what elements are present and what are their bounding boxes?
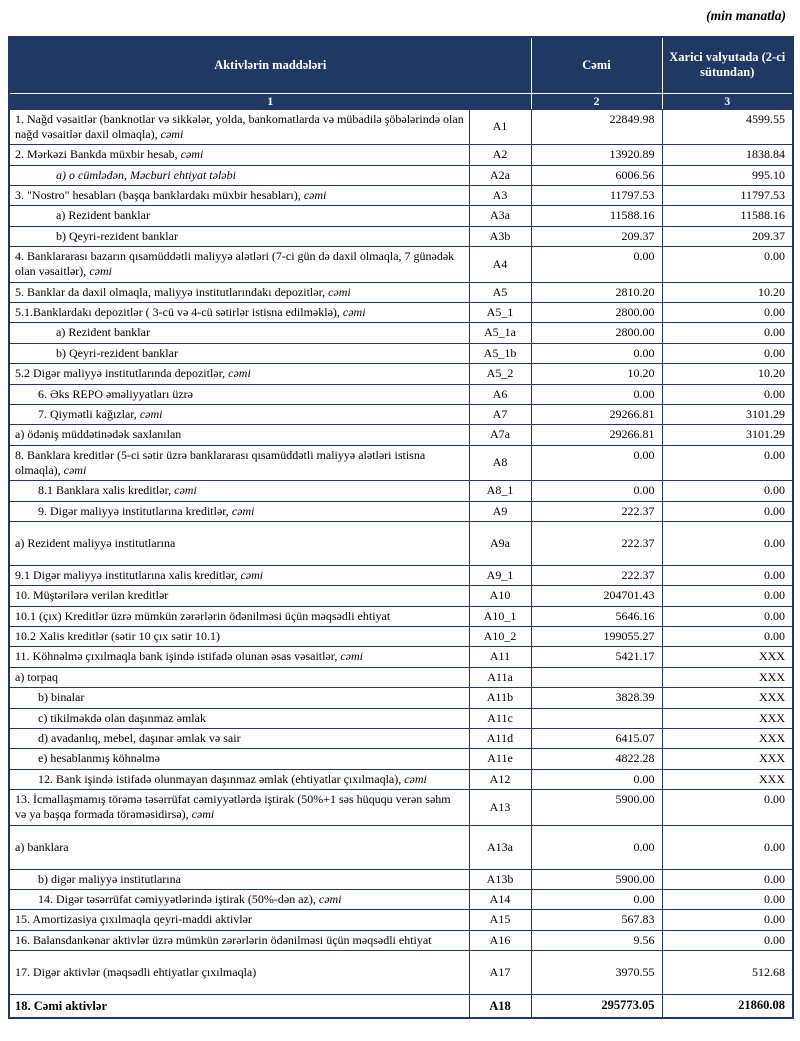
row-total: 0.00 [531,890,662,910]
row-total: 222.37 [531,501,662,521]
row-foreign: 0.00 [662,930,793,950]
row-total: 199055.27 [531,627,662,647]
row-foreign: 21860.08 [662,995,793,1018]
row-total: 4822.28 [531,749,662,769]
row-total: 0.00 [531,481,662,501]
row-total: 13920.89 [531,145,662,165]
row-foreign: XXX [662,688,793,708]
table-row [9,825,793,869]
table-row [9,728,793,748]
row-foreign: 0.00 [662,323,793,343]
row-code: A3a [469,206,531,226]
row-foreign: 512.68 [662,951,793,995]
table-row [9,667,793,687]
row-foreign: 0.00 [662,566,793,586]
row-total: 3828.39 [531,688,662,708]
row-total: 10.20 [531,364,662,384]
row-code: A13b [469,869,531,889]
row-foreign: 209.37 [662,226,793,246]
row-foreign: 0.00 [662,501,793,521]
row-total [531,708,662,728]
table-row [9,206,793,226]
table-header [9,37,793,109]
header-total-column: Cəmi [531,37,662,93]
row-label: b) Qeyri-rezident banklar [9,343,469,363]
row-code: A15 [469,910,531,930]
row-total: 0.00 [531,343,662,363]
row-foreign: 0.00 [662,384,793,404]
table-row [9,790,793,826]
row-label: 9. Digər maliyyə institutlarına kreditlər, cəmi [9,501,469,521]
table-row [9,445,793,481]
row-code: A2a [469,165,531,185]
row-label: 18. Cəmi aktivlər [9,995,469,1018]
row-foreign: 0.00 [662,606,793,626]
row-label: d) avadanlıq, mebel, daşınar əmlak və sair [9,728,469,748]
row-total: 0.00 [531,769,662,789]
row-total: 3970.55 [531,951,662,995]
table-row [9,145,793,165]
row-code: A16 [469,930,531,950]
row-code: A4 [469,247,531,283]
row-label: 5. Banklar da daxil olmaqla, maliyyə institutlarındakı depozitlər, cəmi [9,282,469,302]
table-row [9,404,793,424]
row-total: 295773.05 [531,995,662,1018]
row-foreign: 0.00 [662,790,793,826]
table-row [9,501,793,521]
table-row [9,481,793,501]
table-row [9,606,793,626]
row-total: 0.00 [531,825,662,869]
row-total: 29266.81 [531,425,662,445]
row-label: 3. "Nostro" hesabları (başqa banklardakı müxbir hesabları), cəmi [9,185,469,205]
header-col-number-3: 3 [662,93,793,109]
table-row [9,384,793,404]
row-total: 2800.00 [531,323,662,343]
row-foreign: 995.10 [662,165,793,185]
header-col-number-1: 1 [9,93,531,109]
row-label: a) o cümlədən, Məcburi ehtiyat tələbi [9,165,469,185]
header-row-numbers [9,93,793,109]
row-code: A11c [469,708,531,728]
row-code: A14 [469,890,531,910]
table-row [9,364,793,384]
row-code: A11b [469,688,531,708]
row-foreign: 0.00 [662,343,793,363]
row-total: 222.37 [531,566,662,586]
row-total: 0.00 [531,445,662,481]
table-row [9,890,793,910]
row-total: 222.37 [531,522,662,566]
table-row [9,647,793,667]
row-code: A5_1b [469,343,531,363]
row-code: A17 [469,951,531,995]
row-foreign: 0.00 [662,445,793,481]
table-row [9,910,793,930]
row-label: 10.2 Xalis kreditlər (sətir 10 çıx sətir 10.1) [9,627,469,647]
row-total: 2810.20 [531,282,662,302]
row-foreign: XXX [662,749,793,769]
row-code: A11 [469,647,531,667]
row-foreign: 0.00 [662,247,793,283]
table-row [9,282,793,302]
row-label: 9.1 Digər maliyyə institutlarına xalis kreditlər, cəmi [9,566,469,586]
assets-table [8,36,794,1019]
row-foreign: 0.00 [662,869,793,889]
row-label: b) Qeyri-rezident banklar [9,226,469,246]
table-row [9,185,793,205]
row-label: 14. Digər təsərrüfat cəmiyyətlərində iştirak (50%-dən az), cəmi [9,890,469,910]
row-code: A5_2 [469,364,531,384]
row-foreign: 0.00 [662,303,793,323]
row-code: A13a [469,825,531,869]
row-code: A12 [469,769,531,789]
table-body [9,109,793,1018]
row-code: A13 [469,790,531,826]
row-total: 5421.17 [531,647,662,667]
row-total: 11797.53 [531,185,662,205]
row-code: A8_1 [469,481,531,501]
row-label: 5.1.Banklardakı depozitlər ( 3-cü və 4-cü sətirlər istisna edilməklə), cəmi [9,303,469,323]
row-label: a) torpaq [9,667,469,687]
table-row [9,586,793,606]
row-total: 6415.07 [531,728,662,748]
row-label: 15. Amortizasiya çıxılmaqla qeyri-maddi aktivlər [9,910,469,930]
row-code: A18 [469,995,531,1018]
row-foreign: 10.20 [662,364,793,384]
row-foreign: 3101.29 [662,404,793,424]
row-foreign: 0.00 [662,910,793,930]
row-total: 567.83 [531,910,662,930]
row-total: 5646.16 [531,606,662,626]
row-total: 5900.00 [531,790,662,826]
row-code: A3b [469,226,531,246]
row-label: 16. Balansdankənar aktivlər üzrə mümkün zərərlərin ödənilməsi üçün məqsədli ehtiyat [9,930,469,950]
table-row [9,708,793,728]
row-label: 4. Banklararası bazarın qısamüddətli maliyyə alətləri (7-ci gün də daxil olmaqla, 7 günədək olan vəsaitlər), cəmi [9,247,469,283]
row-total: 11588.16 [531,206,662,226]
row-label: 13. İcmallaşmamış törəmə təsərrüfat cəmiyyətlərdə iştirak (50%+1 səs hüququ verən səhm və ya başqa formada törəməsidirsə), cəmi [9,790,469,826]
table-row [9,995,793,1018]
row-code: A6 [469,384,531,404]
table-row [9,323,793,343]
row-label: 2. Mərkəzi Bankda müxbir hesab, cəmi [9,145,469,165]
table-row [9,951,793,995]
row-label: b) digər maliyyə institutlarına [9,869,469,889]
row-foreign: 0.00 [662,825,793,869]
row-foreign: 1838.84 [662,145,793,165]
row-foreign: XXX [662,769,793,789]
row-label: 17. Digər aktivlər (məqsədli ehtiyatlar çıxılmaqla) [9,951,469,995]
row-label: a) Rezident banklar [9,323,469,343]
row-foreign: 0.00 [662,586,793,606]
row-label: a) banklara [9,825,469,869]
row-code: A7a [469,425,531,445]
row-code: A1 [469,109,531,145]
row-label: a) Rezident banklar [9,206,469,226]
table-row [9,769,793,789]
row-code: A9_1 [469,566,531,586]
row-label: c) tikilməkdə olan daşınmaz əmlak [9,708,469,728]
row-total: 0.00 [531,384,662,404]
row-foreign: 11797.53 [662,185,793,205]
row-label: 11. Köhnəlmə çıxılmaqla bank işində istifadə olunan əsas vəsaitlər, cəmi [9,647,469,667]
row-foreign: XXX [662,708,793,728]
row-foreign: 0.00 [662,481,793,501]
row-label: 12. Bank işində istifadə olunmayan daşınmaz əmlak (ehtiyatlar çıxılmaqla), cəmi [9,769,469,789]
table-row [9,165,793,185]
row-label: a) Rezident maliyyə institutlarına [9,522,469,566]
row-code: A8 [469,445,531,481]
row-code: A11d [469,728,531,748]
row-code: A5 [469,282,531,302]
row-code: A10_1 [469,606,531,626]
row-total: 9.56 [531,930,662,950]
row-foreign: 0.00 [662,890,793,910]
row-total [531,667,662,687]
row-label: 5.2 Digər maliyyə institutlarında depozitlər, cəmi [9,364,469,384]
row-foreign: XXX [662,728,793,748]
row-foreign: 11588.16 [662,206,793,226]
row-code: A2 [469,145,531,165]
table-row [9,109,793,145]
row-label: 8. Banklara kreditlər (5-ci sətir üzrə banklararası qısamüddətli maliyyə alətləri istisna olmaqla), cəmi [9,445,469,481]
table-row [9,749,793,769]
row-code: A9a [469,522,531,566]
row-code: A10 [469,586,531,606]
row-total: 204701.43 [531,586,662,606]
table-row [9,343,793,363]
row-code: A11e [469,749,531,769]
row-code: A7 [469,404,531,424]
row-label: 6. Əks REPO əməliyyatları üzrə [9,384,469,404]
table-row [9,627,793,647]
row-code: A9 [469,501,531,521]
row-label: 8.1 Banklara xalis kreditlər, cəmi [9,481,469,501]
unit-note: (min manatla) [706,8,786,23]
row-code: A3 [469,185,531,205]
row-foreign: 0.00 [662,522,793,566]
row-total: 5900.00 [531,869,662,889]
row-foreign: XXX [662,667,793,687]
row-total: 209.37 [531,226,662,246]
row-foreign: 4599.55 [662,109,793,145]
row-code: A5_1a [469,323,531,343]
row-label: e) hesablanmış köhnəlmə [9,749,469,769]
row-total: 29266.81 [531,404,662,424]
row-label: b) binalar [9,688,469,708]
row-total: 6006.56 [531,165,662,185]
row-total: 2800.00 [531,303,662,323]
row-code: A11a [469,667,531,687]
table-row [9,303,793,323]
table-row [9,425,793,445]
row-code: A10_2 [469,627,531,647]
header-items-column: Aktivlərin maddələri [9,37,531,93]
row-foreign: 0.00 [662,627,793,647]
table-row [9,566,793,586]
table-row [9,247,793,283]
table-row [9,226,793,246]
row-label: 7. Qiymətli kağızlar, cəmi [9,404,469,424]
row-foreign: XXX [662,647,793,667]
row-total: 0.00 [531,247,662,283]
row-label: 10.1 (çıx) Kreditlər üzrə mümkün zərərlərin ödənilməsi üçün məqsədli ehtiyat [9,606,469,626]
row-label: 1. Nağd vəsaitlər (banknotlar və sikkələr, yolda, bankomatlarda və mübadilə şöbələrində olan nağd vəsaitlər daxil olmaqla), cəmi [9,109,469,145]
header-row-titles [9,37,793,93]
header-foreign-column: Xarici valyutada (2-ci sütundan) [662,37,793,93]
table-row [9,688,793,708]
table-row [9,930,793,950]
table-row [9,869,793,889]
row-code: A5_1 [469,303,531,323]
row-total: 22849.98 [531,109,662,145]
row-label: 10. Müştərilərə verilən kreditlər [9,586,469,606]
row-foreign: 10.20 [662,282,793,302]
header-col-number-2: 2 [531,93,662,109]
table-row [9,522,793,566]
row-foreign: 3101.29 [662,425,793,445]
row-label: a) ödəniş müddətinədək saxlanılan [9,425,469,445]
